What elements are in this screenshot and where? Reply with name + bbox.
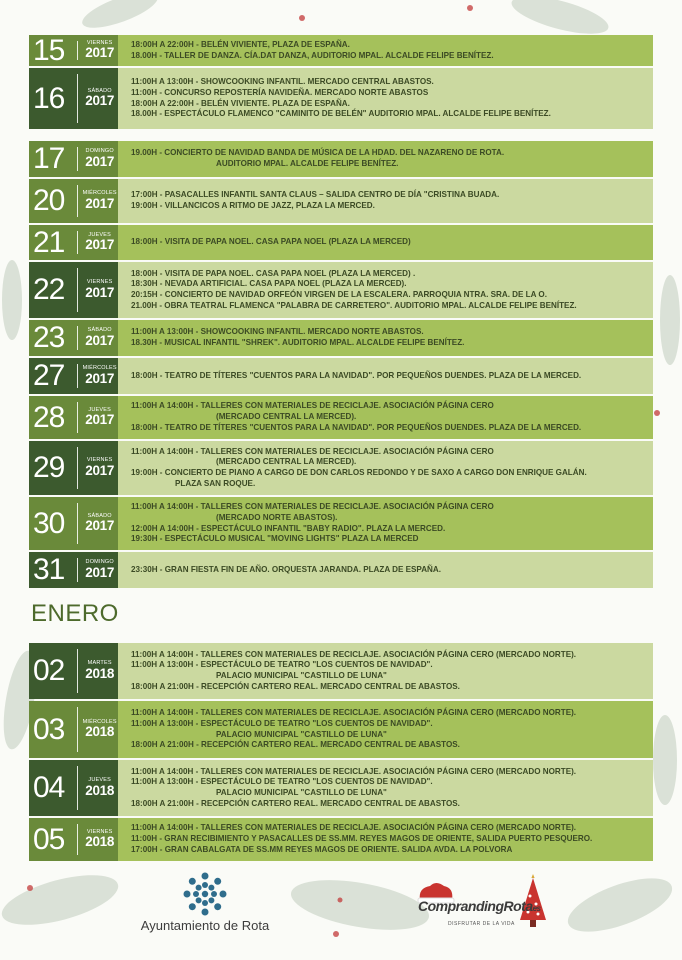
ayuntamiento-logo — [140, 870, 270, 940]
schedule-row-december-21 — [29, 225, 653, 260]
date-block — [29, 552, 118, 588]
day-number: 23 — [33, 321, 65, 354]
event-list — [118, 497, 653, 550]
weekday-label: SÁBADO — [87, 327, 112, 334]
year-label: 2017 — [85, 237, 115, 253]
weekday-label: MARTES — [87, 660, 112, 667]
event-line: 21.00H - OBRA TEATRAL FLAMENCA "PALABRA DE CARRETERO". AUDITORIO MPAL. ALCALDE FELIPE BENÍTEZ. — [131, 300, 577, 310]
event-list — [118, 68, 653, 129]
ayuntamiento-label: Ayuntamiento de Rota — [140, 918, 270, 933]
day-number: 05 — [33, 822, 65, 856]
weekday-label: VIERNES — [86, 828, 113, 835]
day-number: 02 — [33, 654, 65, 687]
day-number: 22 — [33, 273, 65, 306]
date-separator — [77, 824, 78, 855]
date-block — [29, 396, 118, 439]
date-block — [29, 701, 118, 758]
date-block — [29, 68, 118, 129]
date-block — [29, 141, 118, 177]
date-separator — [77, 649, 78, 693]
year-label: 2017 — [85, 195, 115, 211]
weekday-label: MIÉRCOLES — [82, 718, 117, 725]
event-list — [118, 35, 653, 66]
date-meta — [81, 777, 118, 798]
event-line: 18:00H - TEATRO DE TÍTERES "CUENTOS PARA LA NAVIDAD". POR PEQUEÑOS DUENDES. PLAZA DE LA MERCED. — [131, 370, 582, 380]
date-meta — [81, 232, 118, 253]
day-number: 29 — [33, 451, 65, 484]
day-number: 21 — [33, 225, 65, 259]
schedule-row-december-15 — [29, 35, 653, 66]
weekday-label: DOMINGO — [85, 148, 114, 155]
event-line: 18:00H - VISITA DE PAPA NOEL. CASA PAPA NOEL (PLAZA LA MERCED) . — [131, 268, 416, 278]
schedule-row-december-27 — [29, 358, 653, 394]
event-list — [118, 441, 653, 495]
date-meta — [81, 559, 118, 580]
event-line: 18:30H - NEVADA ARTIFICIAL. CASA PAPA NOEL (PLAZA LA MERCED). — [131, 279, 407, 289]
date-separator — [77, 707, 78, 752]
event-line: 18:00H A 21:00H - RECEPCIÓN CARTERO REAL. MERCADO CENTRAL DE ABASTOS. — [131, 740, 460, 750]
event-line: PALACIO MUNICIPAL "CASTILLO DE LUNA" — [216, 788, 387, 797]
day-number: 30 — [33, 506, 65, 540]
date-separator — [77, 74, 78, 123]
day-number: 31 — [33, 553, 65, 586]
date-separator — [77, 766, 78, 810]
date-meta — [81, 190, 118, 211]
schedule-row-january-05 — [29, 818, 653, 861]
year-label: 2017 — [85, 284, 115, 300]
event-list — [118, 225, 653, 260]
date-meta — [81, 279, 118, 300]
event-list — [118, 552, 653, 588]
schedule-row-december-16 — [29, 68, 653, 129]
event-list — [118, 179, 653, 223]
brand-name — [418, 898, 541, 914]
year-label: 2018 — [85, 834, 115, 850]
day-number: 15 — [33, 33, 65, 67]
event-line: 17:00H - GRAN CABALGATA DE SS.MM REYES MAGOS DE ORIENTE. SALIDA AVDA. LA POLVORA — [131, 844, 513, 854]
year-label: 2018 — [85, 665, 115, 681]
date-block — [29, 497, 118, 550]
year-label: 2017 — [85, 412, 115, 428]
date-block — [29, 760, 118, 816]
date-block — [29, 441, 118, 495]
schedule-row-december-22 — [29, 262, 653, 318]
weekday-label: MIÉRCOLES — [82, 190, 117, 197]
event-list — [118, 396, 653, 439]
event-list — [118, 320, 653, 356]
event-line: PALACIO MUNICIPAL "CASTILLO DE LUNA" — [216, 671, 387, 680]
date-meta — [81, 829, 118, 850]
event-line: 12:00H A 14:00H - ESPECTÁCULO INFANTIL "BABY RADIO". PLAZA LA MERCED. — [131, 523, 446, 533]
schedule-row-december-17 — [29, 141, 653, 177]
date-separator — [77, 364, 78, 388]
year-label: 2018 — [85, 724, 115, 740]
year-label: 2017 — [85, 370, 115, 386]
day-number: 17 — [33, 142, 65, 175]
year-label: 2017 — [85, 462, 115, 478]
date-separator — [77, 41, 78, 60]
date-separator — [77, 558, 78, 582]
weekday-label: VIERNES — [86, 279, 113, 286]
weekday-label: SÁBADO — [87, 512, 112, 519]
year-label: 2017 — [85, 564, 115, 580]
schedule-row-january-03 — [29, 701, 653, 758]
date-separator — [77, 147, 78, 171]
event-line: 11:00H A 13:00H - SHOWCOOKING INFANTIL. MERCADO CENTRAL ABASTOS. — [131, 77, 434, 87]
date-block — [29, 358, 118, 394]
event-line: PALACIO MUNICIPAL "CASTILLO DE LUNA" — [216, 729, 387, 739]
section-title-enero: ENERO — [31, 600, 119, 627]
date-block — [29, 262, 118, 318]
weekday-label: DOMINGO — [85, 559, 114, 566]
event-line: 18.00H - TALLER DE DANZA. CÍA.DAT DANZA, AUDITORIO MPAL. ALCALDE FELIPE BENÍTEZ. — [131, 50, 494, 60]
date-block — [29, 320, 118, 356]
schedule-row-december-29 — [29, 441, 653, 495]
event-line: 18.00H - ESPECTÁCULO FLAMENCO "CAMINITO DE BELÉN" AUDITORIO MPAL. ALCALDE FELIPE BENÍTEZ. — [131, 109, 551, 119]
event-line: 11:00H A 14:00H - TALLERES CON MATERIALES DE RECICLAJE. ASOCIACIÓN PÁGINA CERO (MERCADO NORTE). — [131, 823, 577, 833]
schedule-row-december-28 — [29, 396, 653, 439]
date-separator — [77, 326, 78, 350]
date-block — [29, 35, 118, 66]
comprandingrota-logo — [412, 880, 552, 940]
event-list — [118, 643, 653, 699]
year-label: 2017 — [85, 93, 115, 109]
date-meta — [81, 660, 118, 681]
event-line: 18.30H - MUSICAL INFANTIL "SHREK". AUDITORIO MPAL. ALCALDE FELIPE BENÍTEZ. — [131, 338, 465, 347]
event-list — [118, 141, 653, 177]
date-meta — [81, 407, 118, 428]
brand-suffix: es — [532, 904, 541, 913]
schedule-row-january-04 — [29, 760, 653, 816]
event-line: 23:30H - GRAN FIESTA FIN DE AÑO. ORQUESTA JARANDA. PLAZA DE ESPAÑA. — [131, 564, 441, 574]
date-block — [29, 225, 118, 260]
date-meta — [81, 40, 118, 61]
event-list — [118, 701, 653, 758]
date-separator — [77, 402, 78, 433]
event-line: 18:00H - TEATRO DE TÍTERES "CUENTOS PARA LA NAVIDAD". POR PEQUEÑOS DUENDES. PLAZA DE LA MERCED. — [131, 422, 582, 432]
event-line: 19:30H - ESPECTÁCULO MUSICAL "MOVING LIGHTS" PLAZA LA MERCED — [131, 534, 419, 544]
date-block — [29, 818, 118, 861]
event-line: 17:00H - PASACALLES INFANTIL SANTA CLAUS – SALIDA CENTRO DE DÍA "CRISTINA BUADA. — [131, 190, 500, 200]
event-line: 19.00H - CONCIERTO DE NAVIDAD BANDA DE MÚSICA DE LA HDAD. DEL NAZARENO DE ROTA. — [131, 148, 505, 158]
event-line: 11:00H A 14:00H - TALLERES CON MATERIALES DE RECICLAJE. ASOCIACIÓN PÁGINA CERO — [131, 446, 494, 456]
date-separator — [77, 231, 78, 254]
event-line: 18:00H A 22:00H - BELÉN VIVIENTE. PLAZA DE ESPAÑA. — [131, 98, 350, 108]
event-list — [118, 262, 653, 318]
event-line: 11:00H A 14:00H - TALLERES CON MATERIALES DE RECICLAJE. ASOCIACIÓN PÁGINA CERO — [131, 502, 494, 512]
weekday-label: JUEVES — [88, 777, 111, 784]
date-meta — [81, 719, 118, 740]
event-line: 11:00H A 13:00H - SHOWCOOKING INFANTIL. MERCADO NORTE ABASTOS. — [131, 327, 424, 337]
weekday-label: SÁBADO — [87, 87, 112, 94]
weekday-label: JUEVES — [88, 231, 111, 238]
event-line: 18:00H - VISITA DE PAPA NOEL. CASA PAPA NOEL (PLAZA LA MERCED) — [131, 237, 411, 247]
year-label: 2017 — [85, 518, 115, 534]
day-number: 03 — [33, 712, 65, 746]
day-number: 16 — [33, 81, 65, 115]
event-line: (MERCADO CENTRAL LA MERCED). — [216, 457, 357, 467]
weekday-label: VIERNES — [86, 39, 113, 46]
year-label: 2018 — [85, 782, 115, 798]
brand-text: ComprandingRota — [418, 898, 533, 914]
day-number: 28 — [33, 400, 65, 434]
event-line: 18:00H A 21:00H - RECEPCIÓN CARTERO REAL. MERCADO CENTRAL DE ABASTOS. — [131, 798, 460, 808]
date-meta — [81, 457, 118, 478]
date-block — [29, 179, 118, 223]
schedule-row-december-30 — [29, 497, 653, 550]
schedule-row-december-23 — [29, 320, 653, 356]
date-meta — [81, 365, 118, 386]
event-line: (MERCADO NORTE ABASTOS). — [216, 512, 338, 522]
year-label: 2017 — [85, 153, 115, 169]
event-list — [118, 818, 653, 861]
schedule-row-december-31 — [29, 552, 653, 588]
event-list — [118, 358, 653, 394]
date-meta — [81, 513, 118, 534]
weekday-label: MIÉRCOLES — [82, 365, 117, 372]
event-list — [118, 760, 653, 816]
date-meta — [81, 327, 118, 348]
schedule-row-december-20 — [29, 179, 653, 223]
event-line: 11:00H A 14:00H - TALLERES CON MATERIALES DE RECICLAJE. ASOCIACIÓN PÁGINA CERO (MERCADO NORTE). — [131, 708, 577, 718]
day-number: 04 — [33, 771, 65, 804]
event-line: 18:00H A 21:00H - RECEPCIÓN CARTERO REAL. MERCADO CENTRAL DE ABASTOS. — [131, 681, 460, 691]
event-line: 11:00H A 13:00H - ESPECTÁCULO DE TEATRO "LOS CUENTOS DE NAVIDAD". — [131, 660, 433, 670]
event-line: 11:00H A 14:00H - TALLERES CON MATERIALES DE RECICLAJE. ASOCIACIÓN PÁGINA CERO (MERCADO NORTE). — [131, 649, 577, 659]
brand-tagline: DISFRUTAR DE LA VIDA — [448, 921, 515, 927]
year-label: 2017 — [85, 332, 115, 348]
weekday-label: JUEVES — [88, 406, 111, 413]
event-line: 20:15H - CONCIERTO DE NAVIDAD ORFEÓN VIRGEN DE LA ESCALERA. PARROQUIA NTRA. SRA. DE LA O. — [131, 290, 547, 299]
date-separator — [77, 268, 78, 312]
event-line: 11:00H A 13:00H - ESPECTÁCULO DE TEATRO "LOS CUENTOS DE NAVIDAD". — [131, 718, 433, 728]
date-separator — [77, 447, 78, 489]
year-label: 2017 — [85, 45, 115, 61]
event-line: 19:00H - VILLANCICOS A RITMO DE JAZZ, PLAZA LA MERCED. — [131, 201, 375, 210]
date-separator — [77, 185, 78, 217]
date-meta — [81, 88, 118, 109]
event-line: 18:00H A 22:00H - BELÉN VIVIENTE, PLAZA DE ESPAÑA. — [131, 39, 350, 49]
ayuntamiento-emblem-icon — [140, 870, 270, 918]
event-line: 19:00H - CONCIERTO DE PIANO A CARGO DE DON CARLOS REDONDO Y DE SAXO A CARGO DON ENRIQUE GALÁN. — [131, 468, 587, 477]
event-line: PLAZA SAN ROQUE. — [175, 478, 256, 488]
schedule-row-january-02 — [29, 643, 653, 699]
date-block — [29, 643, 118, 699]
event-line: 11:00H - GRAN RECIBIMIENTO Y PASACALLES DE SS.MM. REYES MAGOS DE ORIENTE, SALIDA PUERTO PESQUERO. — [131, 834, 593, 844]
date-separator — [77, 503, 78, 544]
weekday-label: VIERNES — [86, 457, 113, 464]
day-number: 27 — [33, 359, 65, 392]
event-line: 11:00H A 13:00H - ESPECTÁCULO DE TEATRO "LOS CUENTOS DE NAVIDAD". — [131, 777, 433, 787]
event-line: 11:00H - CONCURSO REPOSTERÍA NAVIDEÑA. MERCADO NORTE ABASTOS — [131, 87, 429, 97]
date-meta — [81, 148, 118, 169]
event-line: (MERCADO CENTRAL LA MERCED). — [216, 412, 357, 422]
event-line: AUDITORIO MPAL. ALCALDE FELIPE BENÍTEZ. — [216, 159, 399, 168]
day-number: 20 — [33, 184, 65, 217]
event-line: 11:00H A 14:00H - TALLERES CON MATERIALES DE RECICLAJE. ASOCIACIÓN PÁGINA CERO — [131, 401, 494, 411]
event-line: 11:00H A 14:00H - TALLERES CON MATERIALES DE RECICLAJE. ASOCIACIÓN PÁGINA CERO (MERCADO NORTE). — [131, 766, 577, 776]
